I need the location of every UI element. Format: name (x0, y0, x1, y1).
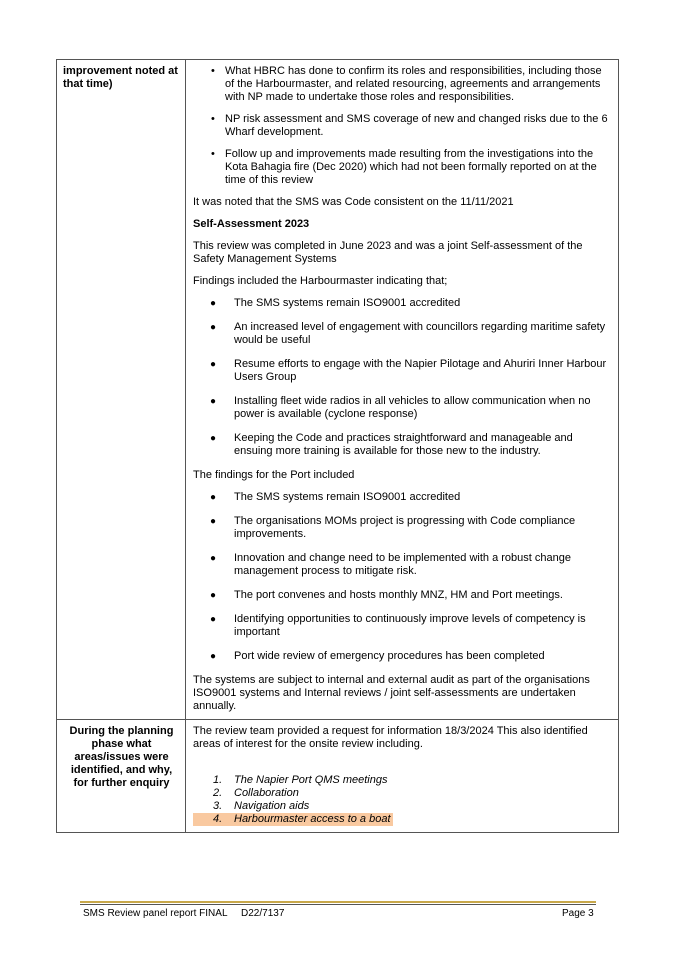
bullet-dot-icon: • (211, 65, 215, 77)
code-note: It was noted that the SMS was Code consistent on the 11/11/2021 (193, 196, 514, 208)
row-content (186, 720, 619, 833)
footer-rule-gold (80, 901, 596, 903)
row-label: During the planning phase what areas/issues were identified, and why, for further enquiry (57, 720, 186, 833)
list-item: 3. Navigation aids (213, 800, 310, 812)
row-label: improvement noted at that time) (57, 60, 186, 720)
list-item: ● Resume efforts to engage with the Napier Pilotage and Ahuriri Inner Harbour Users Group (210, 358, 607, 383)
bullet-icon: ● (210, 298, 217, 309)
list-item: ● An increased level of engagement with councillors regarding maritime safety would be useful (210, 321, 606, 346)
list-item: ● The port convenes and hosts monthly MNZ, HM and Port meetings. (210, 589, 563, 601)
footer-doc-ref: SMS Review panel report FINAL D22/7137 (83, 908, 285, 919)
list-item: ● Port wide review of emergency procedures has been completed (210, 650, 545, 662)
bullet-icon: ● (210, 396, 217, 407)
row-content (186, 60, 619, 720)
list-item: ● Keeping the Code and practices straightforward and manageable and ensuing more training is available for those new to the industry. (210, 432, 573, 457)
list-item: 1. The Napier Port QMS meetings (213, 774, 388, 786)
footer-page-number: Page 3 (562, 908, 594, 919)
closing-note: The systems are subject to internal and external audit as part of the organisations ISO9001 systems and Internal reviews / joint self-assessments are undertaken annually. (193, 674, 590, 712)
bullet-icon: ● (210, 433, 217, 444)
bullet-icon: ● (210, 553, 217, 564)
hm-findings-intro: Findings included the Harbourmaster indicating that; (193, 275, 448, 287)
review-table (56, 59, 619, 833)
bullet-dot-icon: • (211, 148, 215, 160)
list-item: ● The SMS systems remain ISO9001 accredited (210, 491, 461, 503)
bullet-icon: ● (210, 614, 217, 625)
list-item: • NP risk assessment and SMS coverage of new and changed risks due to the 6 Wharf development. (211, 113, 608, 138)
list-item: ● Identifying opportunities to continuously improve levels of competency is important (210, 613, 586, 638)
highlighted-list-item: 4. Harbourmaster access to a boat (193, 813, 393, 826)
list-item: ● Innovation and change need to be implemented with a robust change management process to mitigate risk. (210, 552, 571, 577)
bullet-icon: ● (210, 492, 217, 503)
bullet-icon: ● (210, 322, 217, 333)
list-item: 2. Collaboration (213, 787, 299, 799)
list-item: ● The organisations MOMs project is progressing with Code compliance improvements. (210, 515, 576, 540)
self-assessment-intro: This review was completed in June 2023 and was a joint Self-assessment of the Safety Management Systems (193, 240, 583, 265)
table-row (57, 720, 619, 833)
list-item: ● Installing fleet wide radios in all vehicles to allow communication when no power is available (cyclone response) (210, 395, 591, 420)
footer-rule (80, 904, 596, 905)
section-heading: Self-Assessment 2023 (193, 218, 310, 230)
bullet-dot-icon: • (211, 113, 215, 125)
table-row (57, 60, 619, 720)
enquiry-list (193, 774, 610, 826)
port-findings-intro: The findings for the Port included (193, 469, 355, 481)
bullet-icon: ● (210, 651, 217, 662)
list-item: ● The SMS systems remain ISO9001 accredited (210, 297, 461, 309)
list-item: • What HBRC has done to confirm its roles and responsibilities, including those of the Harbourmaster, and related resourcing, agreements and arrangements with NP made to undertake those roles and responsibilities. (211, 65, 602, 103)
bullet-icon: ● (210, 590, 217, 601)
bullet-icon: ● (210, 359, 217, 370)
bullet-icon: ● (210, 516, 217, 527)
list-item: • Follow up and improvements made resulting from the investigations into the Kota Bahagia fire (Dec 2020) which had not been formally reported on at the time of this review (211, 148, 597, 186)
enquiry-intro: The review team provided a request for information 18/3/2024 This also identified areas of interest for the onsite review including. (193, 725, 588, 750)
